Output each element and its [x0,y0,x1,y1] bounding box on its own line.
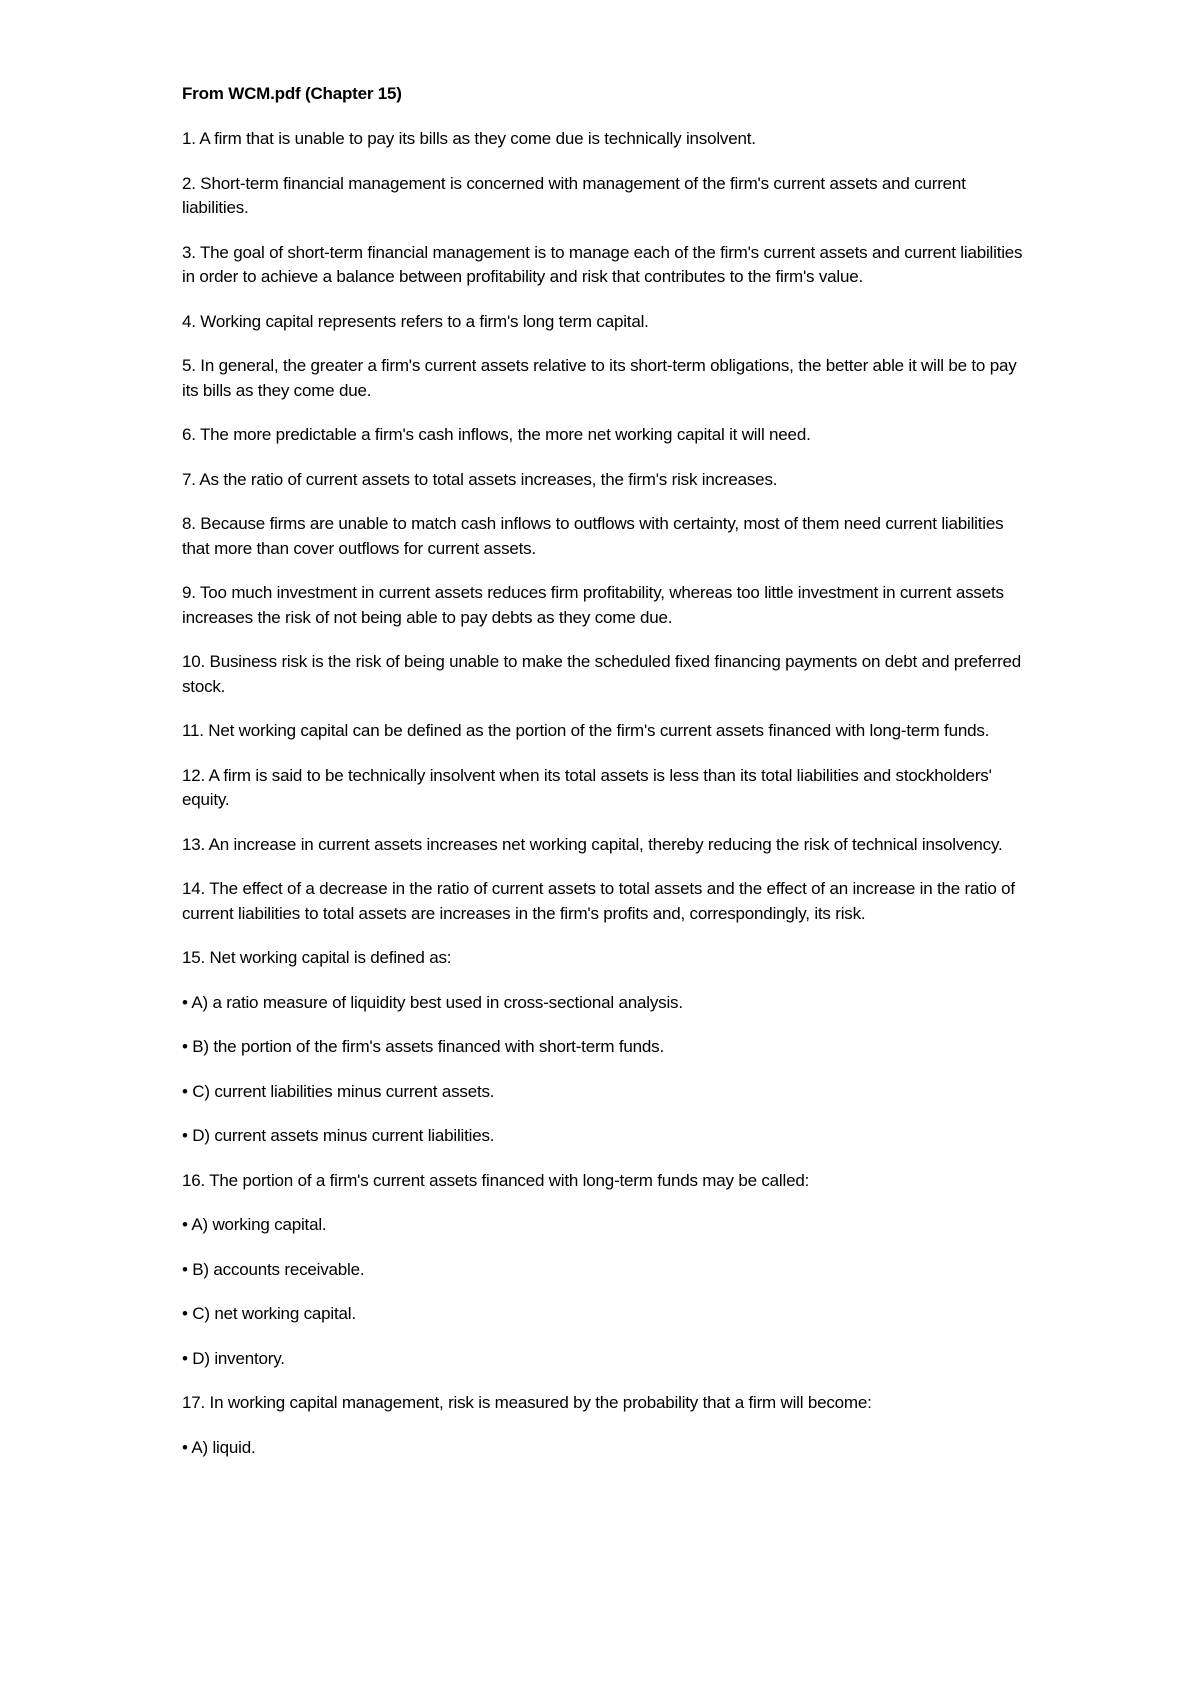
question-paragraph: 12. A firm is said to be technically insolvent when its total assets is less than its total liabilities and stockholders' equity. [182,765,992,809]
answer-option: • B) the portion of the firm's assets financed with short-term funds. [182,1037,664,1056]
question-paragraph: 16. The portion of a firm's current assets financed with long-term funds may be called: [182,1170,810,1190]
answer-option: • B) accounts receivable. [182,1259,365,1279]
question-paragraph: 14. The effect of a decrease in the ratio of current assets to total assets and the effect of an increase in the ratio of current liabilities to total assets are increases in the firm's profits and, correspondingly, its risk. [182,879,1015,923]
answer-option: • C) current liabilities minus current assets. [182,1081,495,1101]
question-paragraph: 4. Working capital represents refers to a firm's long term capital. [182,311,649,331]
question-paragraph: 13. An increase in current assets increases net working capital, thereby reducing the risk of technical insolvency. [182,834,1003,854]
question-paragraph: 1. A firm that is unable to pay its bills as they come due is technically insolvent. [182,129,756,148]
answer-option: • D) current assets minus current liabilities. [182,1126,495,1145]
answer-option: • A) liquid. [182,1437,256,1457]
question-paragraph: 2. Short-term financial management is concerned with management of the firm's current assets and current liabilities. [182,173,966,217]
answer-option: • A) a ratio measure of liquidity best used in cross-sectional analysis. [182,992,683,1012]
answer-option: • A) working capital. [182,1215,327,1234]
answer-option: • D) inventory. [182,1348,285,1368]
question-paragraph: 10. Business risk is the risk of being unable to make the scheduled fixed financing payments on debt and preferred stock. [182,652,1022,696]
question-paragraph: 7. As the ratio of current assets to total assets increases, the firm's risk increases. [182,469,778,489]
question-paragraph: 3. The goal of short-term financial management is to manage each of the firm's current assets and current liabilities in order to achieve a balance between profitability and risk that contributes to the firm's value. [182,242,1023,286]
question-paragraph: 9. Too much investment in current assets reduces firm profitability, whereas too little investment in current assets increases the risk of not being able to pay debts as they come due. [182,583,1004,627]
question-paragraph: 15. Net working capital is defined as: [182,948,452,967]
question-list [182,127,1027,1460]
document-title: From WCM.pdf (Chapter 15) [182,84,402,103]
question-paragraph: 11. Net working capital can be defined as the portion of the firm's current assets financed with long-term funds. [182,721,990,740]
answer-option: • C) net working capital. [182,1304,356,1323]
document-body [182,82,1027,1480]
question-paragraph: 8. Because firms are unable to match cash inflows to outflows with certainty, most of them need current liabilities that more than cover outflows for current assets. [182,514,1004,558]
question-paragraph: 17. In working capital management, risk is measured by the probability that a firm will become: [182,1393,872,1412]
question-paragraph: 6. The more predictable a firm's cash inflows, the more net working capital it will need. [182,425,811,444]
question-paragraph: 5. In general, the greater a firm's current assets relative to its short-term obligations, the better able it will be to pay its bills as they come due. [182,356,1017,400]
